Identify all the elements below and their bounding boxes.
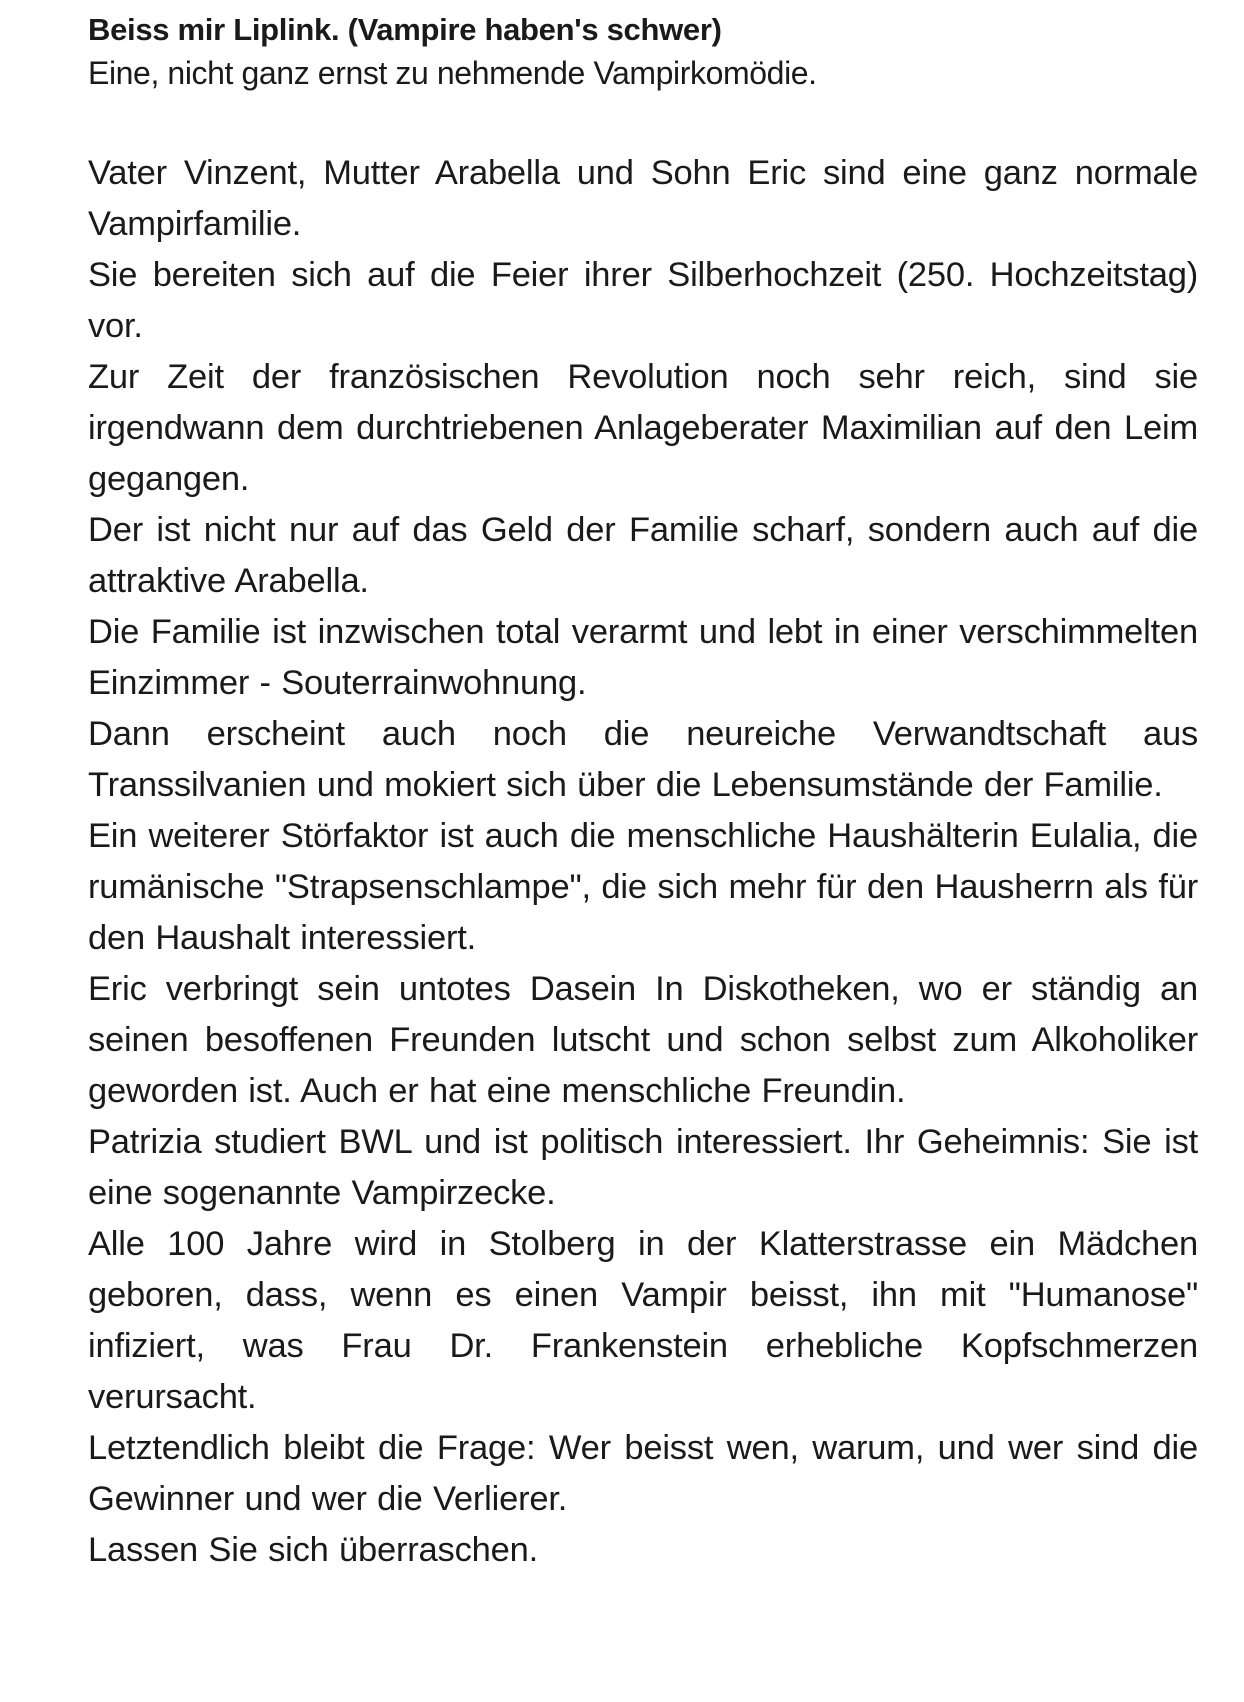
document-page [88, 10, 1198, 1576]
paragraph-relatives: Dann erscheint auch noch die neureiche Verwandtschaft aus Transsilvanien und mokiert sich über die Lebensumstände der Familie. [88, 715, 1198, 804]
paragraph-housekeeper: Ein weiterer Störfaktor ist auch die menschliche Haushälterin Eulalia, die rumänische "Strapsenschlampe", die sich mehr für den Hausherrn als für den Haushalt interessiert. [88, 817, 1198, 957]
paragraph-family: Vater Vinzent, Mutter Arabella und Sohn Eric sind eine ganz normale Vampirfamilie. [88, 154, 1198, 243]
paragraph-maximilian: Der ist nicht nur auf das Geld der Familie scharf, sondern auch auf die attraktive Arabella. [88, 511, 1198, 600]
paragraph-closing: Lassen Sie sich überraschen. [88, 1531, 538, 1569]
paragraph-patrizia: Patrizia studiert BWL und ist politisch interessiert. Ihr Geheimnis: Sie ist eine sogenannte Vampirzecke. [88, 1123, 1198, 1212]
paragraph-revolution: Zur Zeit der französischen Revolution noch sehr reich, sind sie irgendwann dem durchtriebenen Anlageberater Maximilian auf den Leim gegangen. [88, 358, 1198, 498]
paragraph-eric: Eric verbringt sein untotes Dasein In Diskotheken, wo er ständig an seinen besoffenen Freunden lutscht und schon selbst zum Alkoholiker geworden ist. Auch er hat eine menschliche Freundin. [88, 970, 1198, 1110]
paragraph-question: Letztendlich bleibt die Frage: Wer beisst wen, warum, und wer sind die Gewinner und wer die Verlierer. [88, 1429, 1198, 1518]
document-title: Beiss mir Liplink. (Vampire haben's schwer) [88, 12, 722, 47]
paragraph-anniversary: Sie bereiten sich auf die Feier ihrer Silberhochzeit (250. Hochzeitstag) vor. [88, 256, 1198, 345]
paragraph-humanose: Alle 100 Jahre wird in Stolberg in der Klatterstrasse ein Mädchen geboren, dass, wenn es einen Vampir beisst, ihn mit "Humanose" infiziert, was Frau Dr. Frankenstein erhebliche Kopfschmerzen verursacht. [88, 1225, 1198, 1416]
paragraph-poverty: Die Familie ist inzwischen total verarmt und lebt in einer verschimmelten Einzimmer - Souterrainwohnung. [88, 613, 1198, 702]
document-subtitle: Eine, nicht ganz ernst zu nehmende Vampirkomödie. [88, 55, 817, 91]
